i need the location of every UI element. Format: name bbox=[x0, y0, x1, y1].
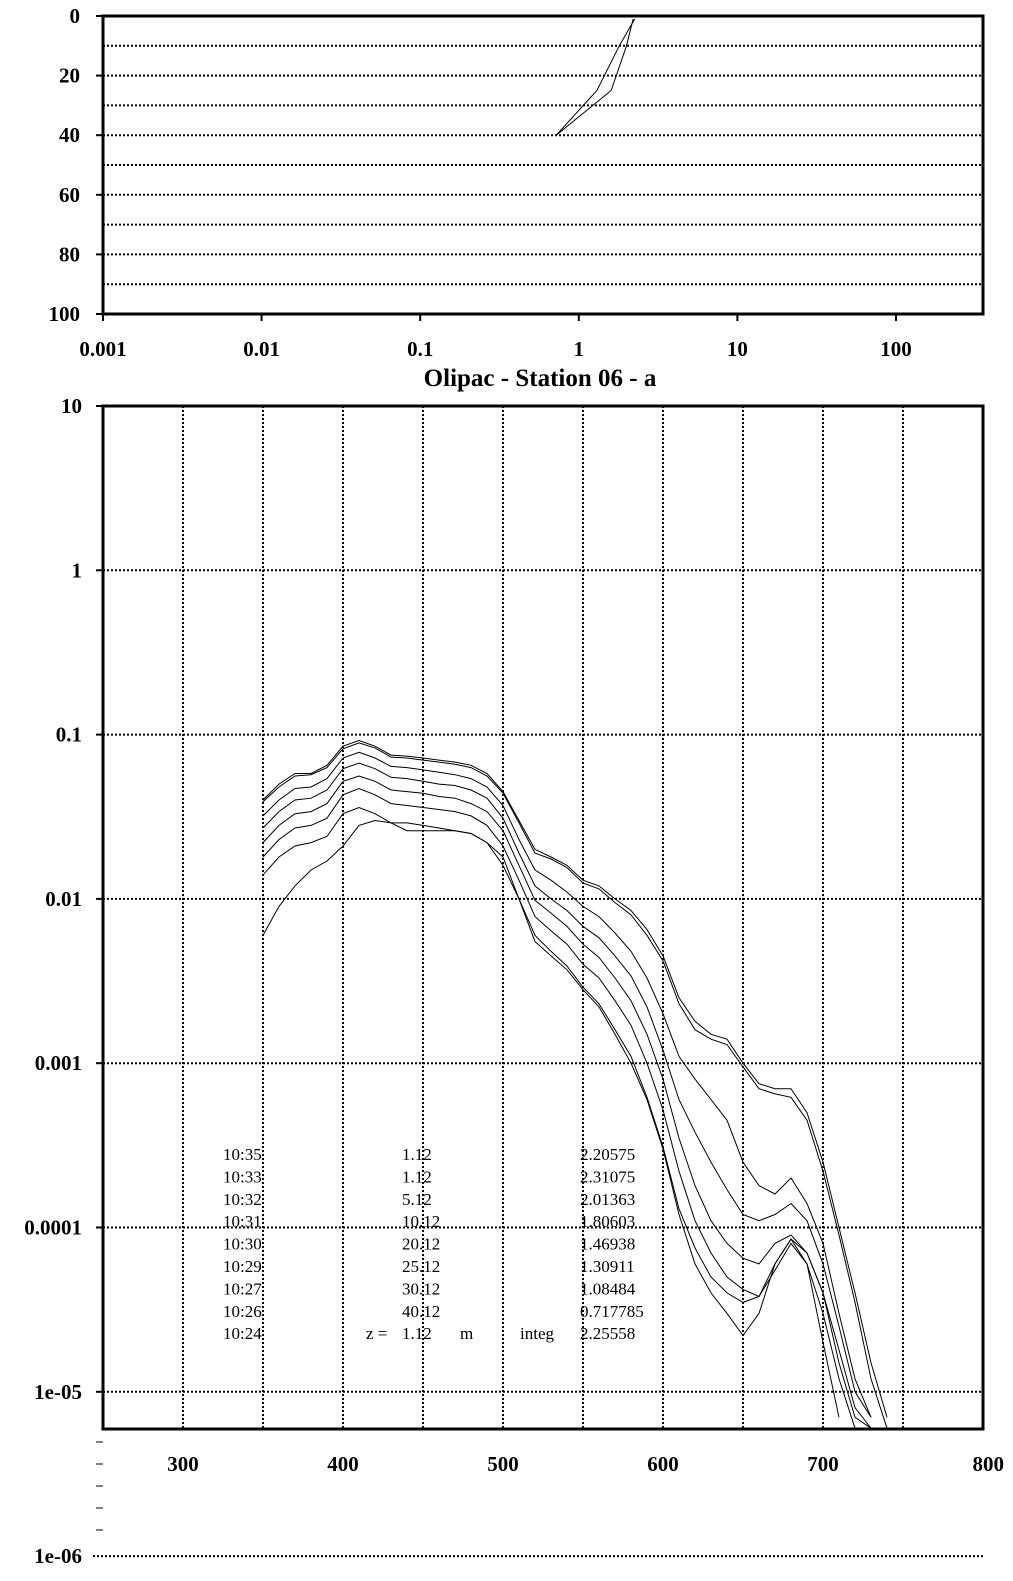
annotation-z-value: 1.12 bbox=[402, 1324, 432, 1344]
top-y-tick-label: 0 bbox=[69, 4, 80, 28]
main-x-tick-label: 300 bbox=[167, 1452, 199, 1476]
annotation-time: 10:30 bbox=[223, 1234, 262, 1254]
spectrum-series-line-6 bbox=[263, 789, 871, 1429]
annotation-integral: 2.20575 bbox=[580, 1145, 636, 1164]
annotation-integ-label: integ bbox=[520, 1324, 554, 1344]
annotation-integral: 1.46938 bbox=[580, 1234, 636, 1254]
annotation-integral: 2.31075 bbox=[580, 1167, 636, 1187]
annotation-depth: 25.12 bbox=[402, 1257, 441, 1276]
annotation-depth: 1.12 bbox=[402, 1145, 432, 1164]
main-y-tick-label: 0.01 bbox=[45, 886, 82, 911]
annotation-depth: 20.12 bbox=[402, 1234, 441, 1254]
annotation-integral: 2.01363 bbox=[580, 1189, 636, 1209]
top-y-tick-label: 20 bbox=[59, 63, 80, 88]
annotation-integral: 1.80603 bbox=[580, 1212, 636, 1232]
main-x-tick-label: 800 bbox=[972, 1452, 1004, 1476]
top-y-tick-label: 80 bbox=[59, 242, 80, 267]
main-y-tick-label: 0.0001 bbox=[24, 1215, 82, 1240]
annotation-z-prefix: z = bbox=[366, 1324, 388, 1344]
main-y-tick-label: 0.1 bbox=[55, 722, 82, 747]
main-x-tick-label: 500 bbox=[487, 1452, 519, 1476]
main-x-tick-label: 700 bbox=[807, 1452, 839, 1476]
annotation-time: 10:26 bbox=[223, 1301, 262, 1321]
chart-title: Olipac - Station 06 - a bbox=[423, 365, 657, 392]
top-x-tick-label: 0.001 bbox=[79, 337, 127, 361]
spectrum-series-line-4 bbox=[263, 763, 871, 1417]
annotation-depth: 30.12 bbox=[402, 1279, 441, 1299]
main-y-tick-label: 0.001 bbox=[34, 1051, 82, 1076]
annotation-time: 10:35 bbox=[223, 1145, 262, 1164]
main-y-tick-label: 1e-06 bbox=[34, 1544, 82, 1569]
top-y-tick-label: 100 bbox=[48, 302, 80, 326]
annotation-integral: 1.08484 bbox=[580, 1279, 636, 1299]
spectrum-series-line-7 bbox=[263, 808, 855, 1429]
annotation-time: 10:31 bbox=[223, 1212, 262, 1232]
main-y-tick-label: 1e-05 bbox=[34, 1379, 82, 1404]
annotation-z-unit: m bbox=[460, 1324, 474, 1344]
main-x-tick-label: 600 bbox=[647, 1452, 679, 1476]
annotation-time: 10:29 bbox=[223, 1257, 262, 1276]
spectrum-series-line-2 bbox=[263, 743, 887, 1428]
annotation-depth: 5.12 bbox=[402, 1189, 432, 1209]
annotation-depth: 1.12 bbox=[402, 1167, 432, 1187]
annotation-time: 10:32 bbox=[223, 1189, 262, 1209]
top-x-tick-label: 1 bbox=[573, 337, 585, 361]
annotation-depth: 40.12 bbox=[402, 1301, 441, 1321]
top-x-tick-label: 0.01 bbox=[243, 337, 280, 361]
top-series-line-1 bbox=[556, 19, 635, 135]
spectrum-series-line-5 bbox=[263, 776, 871, 1428]
annotation-integ-value: 2.25558 bbox=[580, 1324, 636, 1344]
annotation-time: 10:27 bbox=[223, 1279, 262, 1299]
top-series-line-2 bbox=[556, 19, 633, 135]
top-x-tick-label: 100 bbox=[880, 337, 912, 361]
annotation-integral: 0.717785 bbox=[580, 1301, 644, 1321]
main-y-tick-label: 10 bbox=[61, 394, 82, 418]
annotation-time: 10:33 bbox=[223, 1167, 262, 1187]
spectrum-series-line-1 bbox=[263, 741, 887, 1418]
annotation-time: 10:24 bbox=[223, 1324, 262, 1344]
main-y-tick-label: 1 bbox=[71, 558, 82, 583]
spectrum-series-line-3 bbox=[263, 752, 871, 1417]
top-x-tick-label: 0.1 bbox=[407, 337, 434, 361]
main-x-tick-label: 400 bbox=[327, 1452, 359, 1476]
top-y-tick-label: 60 bbox=[59, 182, 80, 207]
annotation-depth: 10.12 bbox=[402, 1212, 441, 1232]
top-x-tick-label: 10 bbox=[726, 337, 748, 361]
annotation-integral: 1.30911 bbox=[580, 1257, 635, 1276]
top-y-tick-label: 40 bbox=[59, 123, 80, 148]
